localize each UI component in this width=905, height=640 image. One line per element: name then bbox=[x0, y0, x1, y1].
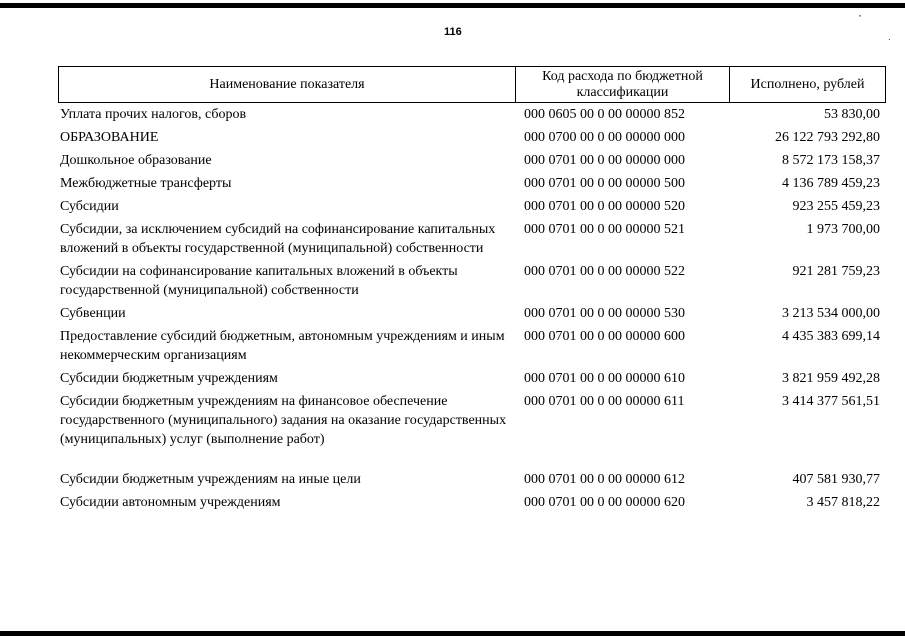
table-row bbox=[58, 493, 886, 512]
table-row bbox=[58, 197, 886, 216]
row-code: 000 0701 00 0 00 00000 620 bbox=[524, 495, 685, 510]
row-amount: 4 435 383 699,14 bbox=[782, 329, 880, 344]
row-amount: 3 821 959 492,28 bbox=[782, 371, 880, 386]
row-code: 000 0701 00 0 00 00000 521 bbox=[524, 222, 685, 237]
header-amount: Исполнено, рублей bbox=[750, 76, 865, 92]
row-name: Субсидии бюджетным учреждениям bbox=[60, 371, 278, 386]
row-name: Предоставление субсидий бюджетным, автономным учреждениям и иным некоммерческим организациям bbox=[60, 329, 505, 363]
row-code: 000 0701 00 0 00 00000 610 bbox=[524, 371, 685, 386]
row-code: 000 0701 00 0 00 00000 000 bbox=[524, 153, 685, 168]
table-row bbox=[58, 262, 886, 300]
top-border-rule bbox=[0, 3, 905, 8]
table-row bbox=[58, 151, 886, 170]
table-row bbox=[58, 174, 886, 193]
header-code: Код расхода по бюджетной классификации bbox=[516, 67, 730, 102]
row-code: 000 0701 00 0 00 00000 600 bbox=[524, 329, 685, 344]
row-name: Уплата прочих налогов, сборов bbox=[60, 107, 247, 122]
table-row bbox=[58, 392, 886, 449]
row-code: 000 0701 00 0 00 00000 612 bbox=[524, 472, 685, 487]
row-name: Субсидии, за исключением субсидий на софинансирование капитальных вложений в объекты государственной (муниципальной) собственности bbox=[60, 222, 496, 256]
row-code: 000 0700 00 0 00 00000 000 bbox=[524, 130, 685, 145]
row-code: 000 0701 00 0 00 00000 611 bbox=[524, 394, 685, 409]
row-code: 000 0605 00 0 00 00000 852 bbox=[524, 107, 685, 122]
page-number: 116 bbox=[444, 26, 462, 38]
table-row bbox=[58, 105, 886, 124]
budget-table bbox=[58, 66, 886, 516]
scan-speck: · bbox=[858, 8, 862, 22]
row-amount: 3 457 818,22 bbox=[806, 495, 880, 510]
row-code: 000 0701 00 0 00 00000 522 bbox=[524, 264, 685, 279]
row-amount: 4 136 789 459,23 bbox=[782, 176, 880, 191]
table-row bbox=[58, 327, 886, 365]
table-row bbox=[58, 369, 886, 388]
row-name: Субсидии автономным учреждениям bbox=[60, 495, 281, 510]
bottom-border-rule bbox=[0, 631, 905, 636]
row-code: 000 0701 00 0 00 00000 500 bbox=[524, 176, 685, 191]
row-amount: 53 830,00 bbox=[824, 107, 880, 122]
row-amount: 407 581 930,77 bbox=[792, 472, 880, 487]
row-name: Субсидии бюджетным учреждениям на финансовое обеспечение государственного (муниципального) задания на оказание государственных (муниципальных) услуг (выполнение работ) bbox=[60, 394, 507, 447]
row-name: Субсидии bbox=[60, 199, 119, 214]
row-amount: 923 255 459,23 bbox=[792, 199, 880, 214]
row-name: Субсидии бюджетным учреждениям на иные цели bbox=[60, 472, 361, 487]
table-row bbox=[58, 470, 886, 489]
row-code: 000 0701 00 0 00 00000 520 bbox=[524, 199, 685, 214]
header-name: Наименование показателя bbox=[59, 67, 516, 102]
table-header bbox=[58, 66, 886, 103]
row-amount: 3 414 377 561,51 bbox=[782, 394, 880, 409]
table-row bbox=[58, 304, 886, 323]
row-name: ОБРАЗОВАНИЕ bbox=[60, 130, 159, 145]
row-name: Дошкольное образование bbox=[60, 153, 212, 168]
table-row bbox=[58, 220, 886, 258]
row-amount: 8 572 173 158,37 bbox=[782, 153, 880, 168]
row-code: 000 0701 00 0 00 00000 530 bbox=[524, 306, 685, 321]
table-row bbox=[58, 128, 886, 147]
row-name: Субсидии на софинансирование капитальных вложений в объекты государственной (муниципальной) собственности bbox=[60, 264, 458, 298]
row-amount: 3 213 534 000,00 bbox=[782, 306, 880, 321]
scan-speck: · bbox=[888, 35, 891, 44]
row-amount: 26 122 793 292,80 bbox=[775, 130, 880, 145]
row-name: Субвенции bbox=[60, 306, 126, 321]
row-amount: 1 973 700,00 bbox=[806, 222, 880, 237]
row-amount: 921 281 759,23 bbox=[792, 264, 880, 279]
row-name: Межбюджетные трансферты bbox=[60, 176, 232, 191]
